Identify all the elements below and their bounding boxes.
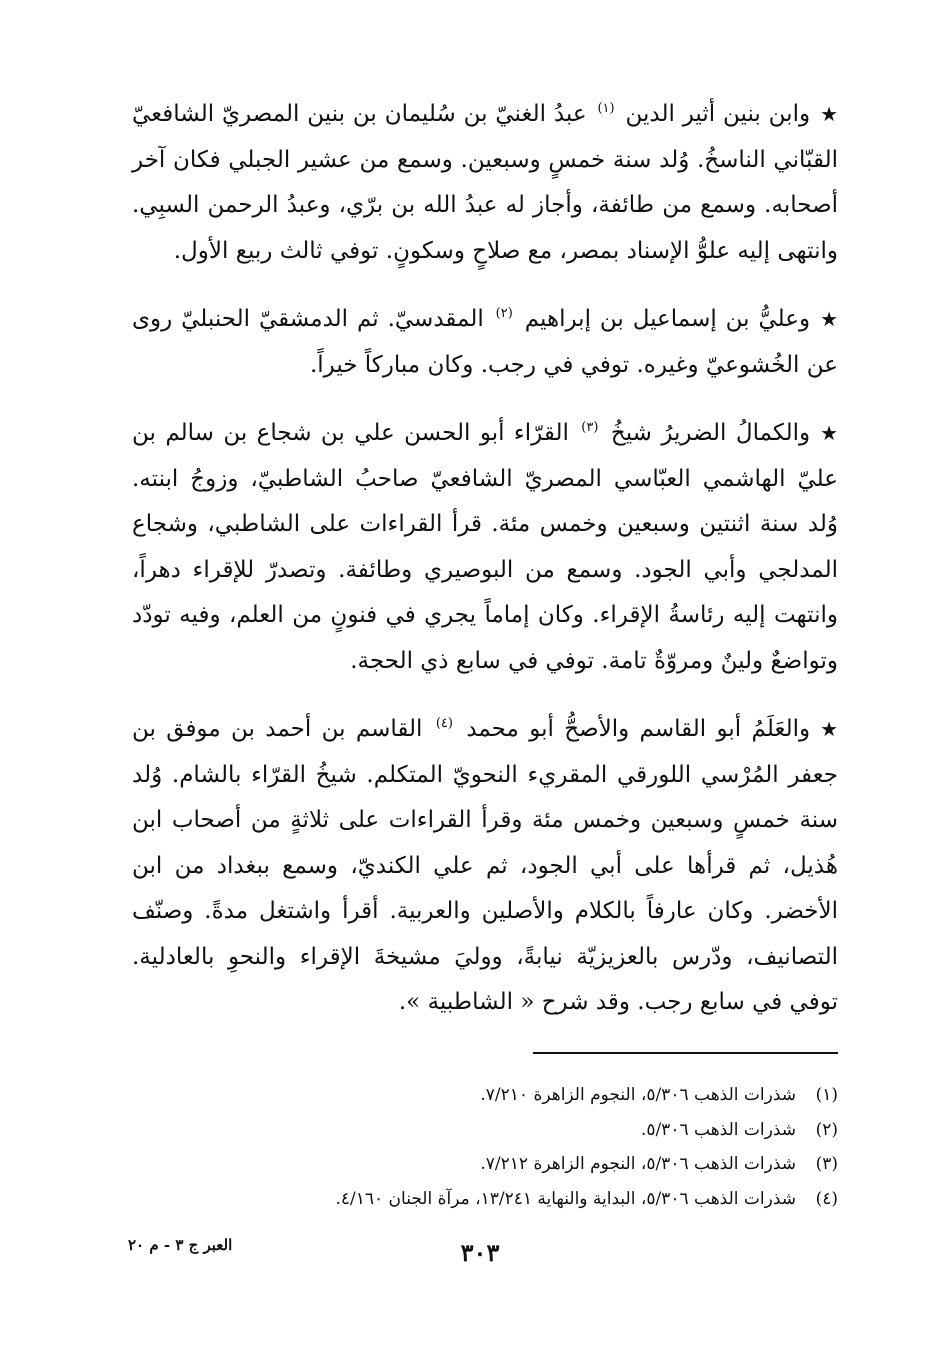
footnote-number: (١) — [815, 1085, 838, 1105]
footnote-ref: (٤) — [435, 716, 453, 732]
footnote-2 — [260, 1113, 838, 1148]
star-icon: ★ — [820, 307, 839, 331]
footnote-ref: (٢) — [495, 306, 513, 322]
entry-4 — [132, 707, 838, 1026]
footnote-ref: (١) — [597, 101, 615, 117]
footnote-3 — [260, 1147, 838, 1182]
entry-text: وابن بنين أثير الدين — [625, 101, 811, 127]
footnote-number: (٢) — [815, 1119, 838, 1140]
footnote-ref: (٣) — [581, 420, 599, 436]
footnote-text: شذرات الذهب ٥/٣٠٦. — [640, 1119, 796, 1140]
footnote-text: شذرات الذهب ٥/٣٠٦، البداية والنهاية ١٣/٢٤١، مرآة الجنان ٤/١٦٠. — [335, 1188, 796, 1209]
footnote-number: (٣) — [815, 1154, 838, 1174]
footnote-divider — [533, 1052, 838, 1054]
footnote-text: شذرات الذهب ٥/٣٠٦، النجوم الزاهرة ٧/٢١٠. — [480, 1085, 796, 1105]
footnote-4 — [260, 1182, 838, 1217]
star-icon: ★ — [820, 717, 839, 741]
entry-text: والكمالُ الضريرُ شيخُ — [610, 420, 811, 446]
entry-3 — [132, 411, 838, 684]
biography-entries — [132, 92, 838, 1049]
page-number: ٣٠٣ — [460, 1238, 500, 1267]
footnotes — [260, 1078, 838, 1216]
entry-text: والعَلَمُ أبو القاسم والأصحُّ أبو محمد — [466, 716, 811, 742]
entry-2 — [132, 297, 838, 388]
star-icon: ★ — [820, 421, 839, 445]
entry-text: المقدسيّ. ثم الدمشقيّ الحنبليّ روى عن الخُشوعيّ وغيره. توفي في رجب. وكان مباركاً خيراً. — [132, 306, 838, 378]
entry-text: وعليُّ بن إسماعيل بن إبراهيم — [524, 306, 811, 332]
entry-1 — [132, 92, 838, 274]
entry-text: عبدُ الغنيّ بن سُليمان بن بنين المصريّ الشافعيّ القبّاني الناسخُ. وُلد سنة خمسٍ وسبعين. وسمع من عشير الجبلي فكان آخر أصحابه. وسمع من طائفة، وأجاز له عبدُ الله بن برّي، وعبدُ الرحمن السبِي. وانتهى إليه علوُّ الإسناد بمصر، مع صلاحٍ وسكونٍ. توفي ثالث ربيع الأول. — [132, 101, 838, 264]
entry-text: القرّاء أبو الحسن علي بن شجاع بن سالم بن عليّ الهاشمي العبّاسي المصريّ الشافعيّ صاحبُ الشاطبيّ، وزوجُ ابنته. وُلد سنة اثنتين وسبعين وخمس مئة. قرأ القراءات على الشاطبي، وشجاع المدلجي وأبي الجود. وسمع من البوصيري وطائفة. وتصدرّ للإقراء دهراً، وانتهت إليه رئاسةُ الإقراء. وكان إماماً يجري في فنونٍ من العلم، وفيه تودّد وتواضعٌ ولينٌ ومروّةٌ تامة. توفي في سابع ذي الحجة. — [132, 420, 838, 674]
footnote-1 — [260, 1078, 838, 1113]
printer-signature: العبر ج ٣ - م ٢٠ — [128, 1236, 233, 1254]
entry-text: القاسم بن أحمد بن موفق بن جعفر المُرْسي اللورقي المقريء النحويّ المتكلم. شيخُ القرّاء بالشام. وُلد سنة خمسٍ وسبعين وخمس مئة وقرأ القراءات على ثلاثةٍ من أصحاب ابن هُذيل، ثم قرأها على أبي الجود، ثم علي الكنديّ، وسمع ببغداد من ابن الأخضر. وكان عارفاً بالكلام والأصلين والعربية. أقرأ واشتغل مدةً. وصنّف التصانيف، ودّرس بالعزيزيّة نيابةً، ووليَ مشيخةَ الإقراء والنحوِ بالعادلية. توفي في سابع رجب. وقد شرح « الشاطبية ». — [132, 716, 838, 1015]
footnote-number: (٤) — [815, 1188, 838, 1209]
star-icon: ★ — [820, 102, 839, 126]
footnote-text: شذرات الذهب ٥/٣٠٦، النجوم الزاهرة ٧/٢١٢. — [480, 1154, 796, 1174]
